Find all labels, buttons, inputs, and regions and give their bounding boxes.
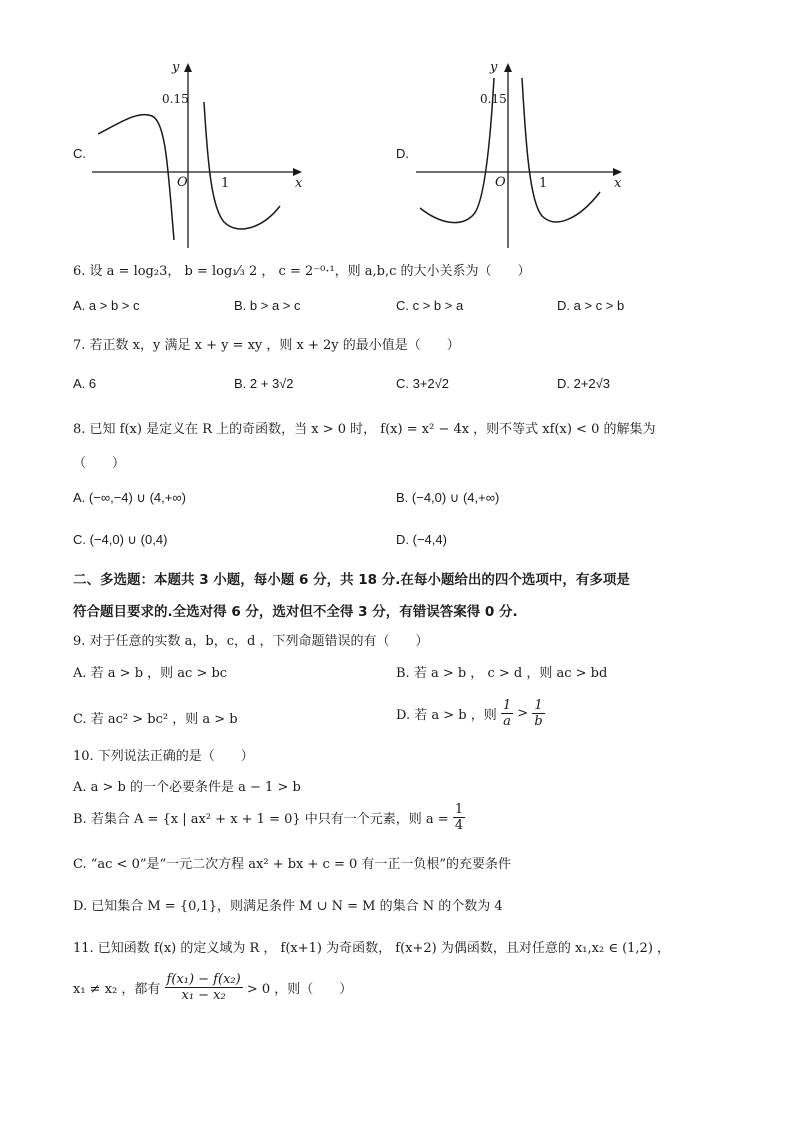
- question-10-option-c: C. “ac < 0”是“一元二次方程 ax² + bx + c = 0 有一正一负根”的充要条件: [73, 857, 512, 872]
- fraction-1-over-a: [501, 698, 513, 729]
- question-9-option-b: B. 若 a > b ， c > d ，则 ac > bd: [396, 666, 608, 681]
- greater-than: >: [517, 706, 529, 721]
- question-6-option-c: C. c > b > a: [396, 298, 464, 313]
- fraction-numerator: 1: [454, 802, 464, 817]
- graph-d: [412, 58, 632, 253]
- fraction-numerator: 1: [502, 698, 512, 713]
- graph-c-y-tick: 0.15: [162, 92, 189, 106]
- question-11-line-2: [73, 972, 352, 1003]
- question-8-option-b: B. (−4,0) ∪ (4,+∞): [396, 490, 500, 505]
- graph-c-y-label: y: [172, 60, 180, 75]
- question-9-option-a: A. 若 a > b ，则 ac > bc: [73, 666, 228, 681]
- section-2-line-2: 符合题目要求的.全选对得 6 分，选对但不全得 3 分，有错误答案得 0 分.: [73, 604, 518, 620]
- fraction-denominator: b: [534, 714, 543, 729]
- graph-c-origin: O: [177, 175, 188, 190]
- fraction-1-over-b: [532, 698, 544, 729]
- question-11-line-2-pre: x₁ ≠ x₂ ，都有: [73, 982, 161, 997]
- fraction-denominator: a: [503, 714, 511, 729]
- question-9-stem: 9. 对于任意的实数 a，b，c，d ，下列命题错误的有（ ）: [73, 634, 429, 649]
- fraction-numerator: f(x₁) − f(x₂): [166, 972, 241, 987]
- graph-d-x-label: x: [614, 176, 622, 191]
- graph-c-x-tick: 1: [221, 176, 230, 191]
- fraction-1-over-4: [453, 802, 465, 833]
- fraction-numerator: 1: [532, 698, 544, 714]
- question-10-option-b: [73, 802, 465, 833]
- question-8-option-d: D. (−4,4): [396, 532, 447, 547]
- question-6-option-d: D. a > c > b: [557, 298, 625, 313]
- question-10-option-d: D. 已知集合 M = {0,1}，则满足条件 M ∪ N = M 的集合 N 的个数为 4: [73, 899, 503, 914]
- question-10-option-b-text: B. 若集合 A = {x | ax² + x + 1 = 0} 中只有一个元素，则 a =: [73, 812, 449, 827]
- graph-d-x-tick: 1: [539, 176, 548, 191]
- fraction-denominator: 4: [454, 818, 464, 833]
- question-11-line-1: 11. 已知函数 f(x) 的定义域为 R ， f(x+1) 为奇函数， f(x+2) 为偶函数，且对任意的 x₁,x₂ ∈ (1,2) ，: [73, 941, 671, 956]
- question-6-option-b: B. b > a > c: [234, 298, 301, 313]
- question-9-option-d-text: D. 若 a > b ，则: [396, 708, 497, 723]
- question-7-option-d: D. 2+2√3: [557, 376, 611, 391]
- question-10-option-a: A. a > b 的一个必要条件是 a − 1 > b: [73, 780, 301, 795]
- graph-d-label: D.: [396, 146, 409, 161]
- question-6-stem: 6. 设 a = log₂3， b = log₁⁄₃ 2 ， c = 2⁻⁰·¹，则 a,b,c 的大小关系为（ ）: [73, 264, 531, 279]
- graph-c-x-label: x: [295, 176, 303, 191]
- graph-d-y-tick: 0.15: [480, 92, 507, 106]
- graph-c: [88, 58, 308, 253]
- question-8-stem: 8. 已知 f(x) 是定义在 R 上的奇函数，当 x > 0 时， f(x) = x² − 4x ，则不等式 xf(x) < 0 的解集为: [73, 422, 656, 437]
- question-9-option-c: C. 若 ac² > bc² ，则 a > b: [73, 712, 238, 727]
- question-7-stem: 7. 若正数 x，y 满足 x + y = xy ，则 x + 2y 的最小值是（ ）: [73, 338, 460, 353]
- question-8-option-a: A. (−∞,−4) ∪ (4,+∞): [73, 490, 186, 505]
- graph-d-y-label: y: [490, 60, 498, 75]
- section-2-line-1: 二、多选题：本题共 3 小题，每小题 6 分，共 18 分.在每小题给出的四个选项中，有多项是: [73, 572, 630, 588]
- question-6-option-a: A. a > b > c: [73, 298, 140, 313]
- graph-d-origin: O: [495, 175, 506, 190]
- question-7-option-b: B. 2 + 3√2: [234, 376, 294, 391]
- question-8-paren: （ ）: [73, 456, 126, 471]
- question-9-option-d: [396, 698, 545, 729]
- question-8-option-c: C. (−4,0) ∪ (0,4): [73, 532, 168, 547]
- question-7-option-c: C. 3+2√2: [396, 376, 450, 391]
- graph-c-label: C.: [73, 146, 86, 161]
- fraction-difference-quotient: [165, 972, 243, 1003]
- question-11-line-2-post: > 0 ，则（ ）: [246, 982, 353, 997]
- fraction-denominator: x₁ − x₂: [181, 988, 226, 1003]
- question-7-option-a: A. 6: [73, 376, 97, 391]
- question-10-stem: 10. 下列说法正确的是（ ）: [73, 749, 254, 764]
